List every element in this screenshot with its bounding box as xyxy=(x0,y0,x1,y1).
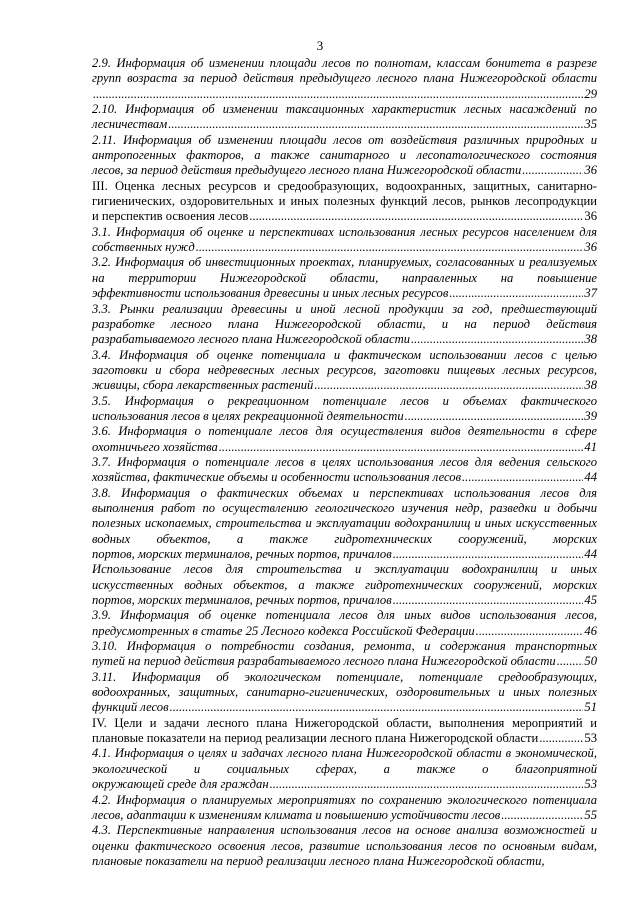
toc-entry[interactable] xyxy=(92,455,597,486)
toc-page-number: 55 xyxy=(584,807,597,822)
toc-entry-tail-text: путей на период действия разрабатываемого лесного плана Нижегородской области xyxy=(92,654,556,669)
toc-entry-text: 3.2. Информация об инвестиционных проектах, планируемых, согласованных и реализуемых на территории Нижегородской области, направленных на повышение xyxy=(92,255,597,285)
toc-entry-tail-text: охотничьего хозяйства xyxy=(92,439,218,454)
toc-entry-tail-text: лесов, за период действия предыдущего лесного плана Нижегородской области xyxy=(92,163,522,178)
dot-leader xyxy=(522,163,583,178)
toc-entry-text: 3.8. Информация о фактических объемах и перспективах использования лесов для выполнения работ по осуществлению геологического изучения недр, разведки и добычи полезных ископаемых, строительства и эксплуатации водохранилищ и иных искусственных водных объектов, а также гидротехнических сооружений, морских xyxy=(92,485,597,546)
toc-page-number: 44 xyxy=(584,547,597,561)
dot-leader xyxy=(405,409,584,424)
dot-leader xyxy=(557,654,584,669)
toc-entry-tail-text: использования лесов в целях рекреационной деятельности xyxy=(92,408,404,423)
toc-entry[interactable] xyxy=(92,608,597,639)
toc-page-number: 39 xyxy=(584,408,597,423)
toc-entry-tail-text: функций лесов xyxy=(92,700,169,715)
toc-entry-text: 2.11. Информация об изменении площади лесов от воздействия различных природных и антропогенных факторов, а также санитарного и лесопатологического состояния xyxy=(92,132,597,163)
toc-page-number: 35 xyxy=(584,117,597,132)
toc-entry[interactable] xyxy=(92,424,597,455)
toc-page-number: 45 xyxy=(584,593,597,608)
toc-page-number: 46 xyxy=(584,623,597,638)
toc-entry[interactable] xyxy=(92,102,597,133)
toc-entry[interactable] xyxy=(92,639,597,670)
toc-page-number: 36 xyxy=(584,240,597,255)
toc-entry[interactable] xyxy=(92,562,597,608)
toc-page-number: 53 xyxy=(584,731,597,746)
dot-leader xyxy=(476,624,584,639)
toc-page-number: 37 xyxy=(584,286,597,301)
toc-entry-tail-text: портов, морских терминалов, речных портов, причалов xyxy=(92,547,392,561)
toc-page-number: 44 xyxy=(584,470,597,485)
toc-entry-tail-text: плановые показатели на период реализации лесного плана Нижегородской области xyxy=(92,731,539,746)
toc-entry[interactable] xyxy=(92,179,597,225)
toc-entry[interactable] xyxy=(92,486,597,563)
toc-entry-text: 3.10. Информация о потребности создания, ремонта, и содержания транспортных xyxy=(92,639,597,654)
dot-leader xyxy=(249,209,583,224)
toc-page-number: 29 xyxy=(584,86,597,101)
dot-leader xyxy=(270,777,584,792)
toc-entry[interactable] xyxy=(92,823,597,869)
toc-page-number: 50 xyxy=(584,654,597,669)
toc-entry-text: 3.7. Информация о потенциале лесов в целях использования лесов для ведения сельского xyxy=(92,454,597,469)
page-number: 3 xyxy=(316,38,324,53)
toc-entry[interactable] xyxy=(92,793,597,824)
toc-entry-text: Использование лесов для строительства и эксплуатации водохранилищ и иных искусственных водных объектов, а также гидротехнических сооружений, морских xyxy=(92,562,597,592)
toc-entry-text: 3.4. Информация об оценке потенциала и фактическом использовании лесов с целью заготовки и сбора недревесных лесных ресурсов, заготовки пищевых лесных ресурсов, xyxy=(92,347,597,377)
toc-entry[interactable] xyxy=(92,348,597,394)
toc-entry-text: 3.9. Информация об оценке потенциала лесов для иных видов использования лесов, xyxy=(92,608,597,623)
dot-leader xyxy=(393,547,584,562)
toc-entry-text: IV. Цели и задачи лесного плана Нижегородской области, выполнения мероприятий и xyxy=(92,715,597,730)
toc-entry-tail-text: живицы, сбора лекарственных растений xyxy=(92,378,314,393)
dot-leader xyxy=(170,700,584,715)
dot-leader xyxy=(501,808,583,823)
toc-page-number: 36 xyxy=(584,209,597,224)
toc-entry[interactable] xyxy=(92,670,597,716)
dot-leader xyxy=(449,286,583,301)
dot-leader xyxy=(314,378,583,393)
dot-leader xyxy=(168,117,583,132)
toc-entry-text: 2.9. Информация об изменении площади лесов по полнотам, классам бонитета в разрезе групп возраста за период действия предыдущего лесного плана Нижегородской области xyxy=(92,56,597,86)
toc-entry-text: 4.3. Перспективные направления использования лесов на основе анализа возможностей и оценки фактического освоения лесов, развитие использования лесов по основным видам, плановые показатели на период реализации лесного плана Нижегородской области, xyxy=(92,823,597,868)
toc-entry[interactable] xyxy=(92,255,597,301)
toc-entry-tail-text: окружающей среде для граждан xyxy=(92,777,269,792)
toc-entry-tail-text: предусмотренных в статье 25 Лесного кодекса Российской Федерации xyxy=(92,623,475,638)
toc-entry[interactable] xyxy=(92,746,597,792)
toc-page-number: 41 xyxy=(584,439,597,454)
dot-leader xyxy=(411,332,583,347)
toc-entry-text: 2.10. Информация об изменении таксационных характеристик лесных насаждений по xyxy=(92,102,597,117)
toc-entry-text: 3.1. Информация об оценке и перспективах использования лесных ресурсов населением для xyxy=(92,224,597,239)
dot-leader xyxy=(539,731,583,746)
toc-entry-tail-text: лесничествам xyxy=(92,117,168,132)
toc-page-number: 38 xyxy=(584,332,597,347)
toc-entry-text: 3.11. Информация об экологическом потенциале, потенциале средообразующих, водоохранных, защитных, санитарно-гигиенических, оздоровительных и иных полезных xyxy=(92,669,597,700)
table-of-contents xyxy=(92,56,597,869)
toc-entry[interactable] xyxy=(92,133,597,179)
toc-entry-tail-text: эффективности использования древесины и иных лесных ресурсов xyxy=(92,286,449,301)
toc-entry[interactable] xyxy=(92,56,597,102)
toc-entry-text: 4.1. Информация о целях и задачах лесного плана Нижегородской области в экономической, экологической и социальных сферах, а также о благоприятной xyxy=(92,746,597,776)
toc-entry-text: 3.3. Рынки реализации древесины и иной лесной продукции за год, предшествующий разработке лесного плана Нижегородской области, и на период действия xyxy=(92,301,597,331)
dot-leader xyxy=(393,593,584,608)
toc-entry-text: 4.2. Информация о планируемых мероприятиях по сохранению экологического потенциала xyxy=(92,792,597,807)
toc-page-number: 51 xyxy=(584,700,597,715)
toc-page-number: 38 xyxy=(584,378,597,393)
toc-entry-tail-text: портов, морских терминалов, речных портов, причалов xyxy=(92,593,392,608)
toc-entry-text: 3.5. Информация о рекреационном потенциале лесов и объемах фактического xyxy=(92,393,597,408)
toc-entry[interactable] xyxy=(92,225,597,256)
toc-page-number: 53 xyxy=(584,777,597,792)
toc-entry-tail-text: хозяйства, фактические объемы и особенности использования лесов xyxy=(92,470,462,485)
toc-entry-tail-text: и перспектив освоения лесов xyxy=(92,209,249,224)
toc-entry-tail-text: лесов, адаптации к изменениям климата и повышению устойчивости лесов xyxy=(92,807,501,822)
toc-entry[interactable] xyxy=(92,302,597,348)
dot-leader xyxy=(462,470,583,485)
toc-entry-text: 3.6. Информация о потенциале лесов для осуществления видов деятельности в сфере xyxy=(92,424,597,439)
dot-leader xyxy=(93,87,583,102)
dot-leader xyxy=(219,440,584,455)
toc-entry-tail-text: собственных нужд xyxy=(92,240,195,255)
toc-entry-text: III. Оценка лесных ресурсов и средообразующих, водоохранных, защитных, санитарно-гигиенических, оздоровительных и иных полезных функций лесов, рынков лесопродукции xyxy=(92,178,597,209)
toc-page-number: 36 xyxy=(584,163,597,178)
toc-entry[interactable] xyxy=(92,716,597,747)
toc-entry[interactable] xyxy=(92,394,597,425)
toc-entry-tail-text: разрабатываемого лесного плана Нижегородской области xyxy=(92,332,411,347)
dot-leader xyxy=(196,240,584,255)
